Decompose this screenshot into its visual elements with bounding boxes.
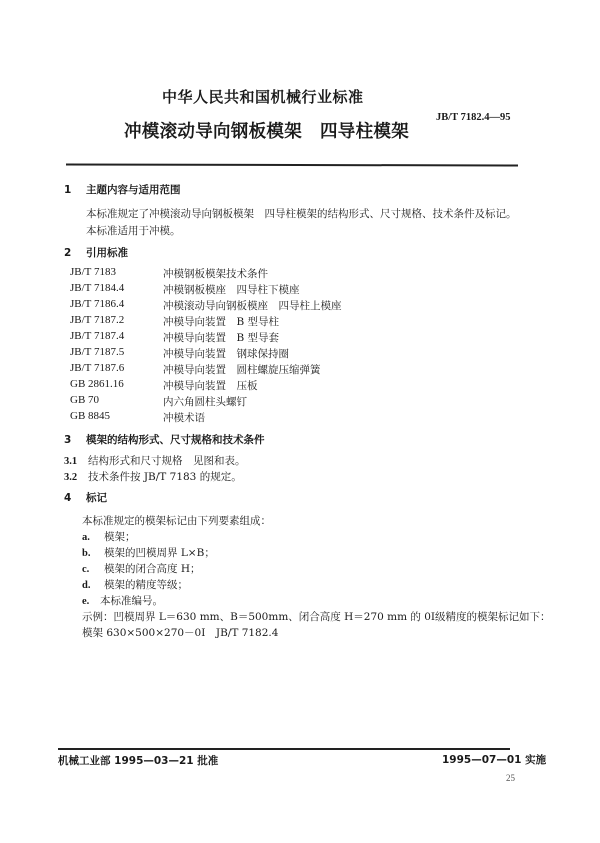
marking-element-d: d. 模架的精度等级； [82,579,188,591]
marking-element-c: c. 模架的闭合高度 H； [82,563,201,575]
reference-code: GB 8845 [70,410,111,422]
section-4-heading: 4 标记 [64,492,107,504]
reference-code: GB 2861.16 [70,378,124,390]
standard-number: JB/T 7182.4—95 [436,112,511,123]
reference-title: 冲模钢板模座 四导柱下模座 [163,284,300,296]
title-main: 冲模滚动导向钢板模架 [124,122,302,142]
reference-code: JB/T 7184.4 [70,282,125,294]
reference-title: 冲模导向装置 B 型导套 [163,332,280,344]
reference-title: 冲模滚动导向钢板模座 四导柱上模座 [163,300,342,312]
section-3-2: 3.2 技术条件按 JB/T 7183 的规定。 [64,471,242,483]
page-number: 25 [506,773,515,783]
reference-code: JB/T 7183 [70,266,116,278]
implementation-date: 1995—07—01 实施 [442,754,547,766]
document-title [124,118,409,143]
section-4-intro: 本标准规定的模架标记由下列要素组成： [82,515,271,527]
footer-divider [58,748,510,750]
reference-title: 冲模导向装置 圆柱螺旋压缩弹簧 [163,364,321,376]
marking-element-b: b. 模架的凹模周界 L×B； [82,547,215,559]
title-sub: 四导柱模架 [320,122,409,142]
reference-title: 冲模导向装置 压板 [163,380,258,392]
reference-title: 冲模钢板模架技术条件 [163,268,268,280]
reference-code: JB/T 7187.5 [70,346,125,358]
section-2-heading: 2 引用标准 [64,247,128,259]
industry-standard-label: 中华人民共和国机械行业标准 [162,88,364,106]
reference-code: GB 70 [70,394,100,406]
reference-code: JB/T 7187.2 [70,314,125,326]
marking-example-result: 模架 630×500×270－0Ⅰ JB/T 7182.4 [82,627,279,639]
marking-element-a: a. 模架； [82,531,136,543]
marking-example: 示例：凹模周界 L＝630 mm、B＝500mm、闭合高度 H＝270 mm 的 0Ⅰ级精度的模架标记如下： [82,611,551,623]
section-3-1: 3.1 结构形式和尺寸规格 见图和表。 [64,455,246,467]
approval-date: 机械工业部 1995—03—21 批准 [58,755,219,767]
header-divider [66,164,518,166]
reference-title: 冲模导向装置 钢球保持圈 [163,348,289,360]
reference-title: 内六角圆柱头螺钉 [163,396,247,408]
section-1-paragraph-2: 本标准适用于冲模。 [86,225,181,237]
section-1-heading: 1 主题内容与适用范围 [64,184,181,196]
reference-code: JB/T 7186.4 [70,298,125,310]
reference-code: JB/T 7187.6 [70,362,125,374]
section-1-paragraph-1: 本标准规定了冲模滚动导向钢板模架 四导柱模架的结构形式、尺寸规格、技术条件及标记。 [86,208,517,220]
marking-element-e: e. 本标准编号。 [82,595,163,607]
section-3-heading: 3 模架的结构形式、尺寸规格和技术条件 [64,434,265,446]
reference-code: JB/T 7187.4 [70,330,125,342]
reference-title: 冲模术语 [163,412,205,424]
reference-title: 冲模导向装置 B 型导柱 [163,316,280,328]
